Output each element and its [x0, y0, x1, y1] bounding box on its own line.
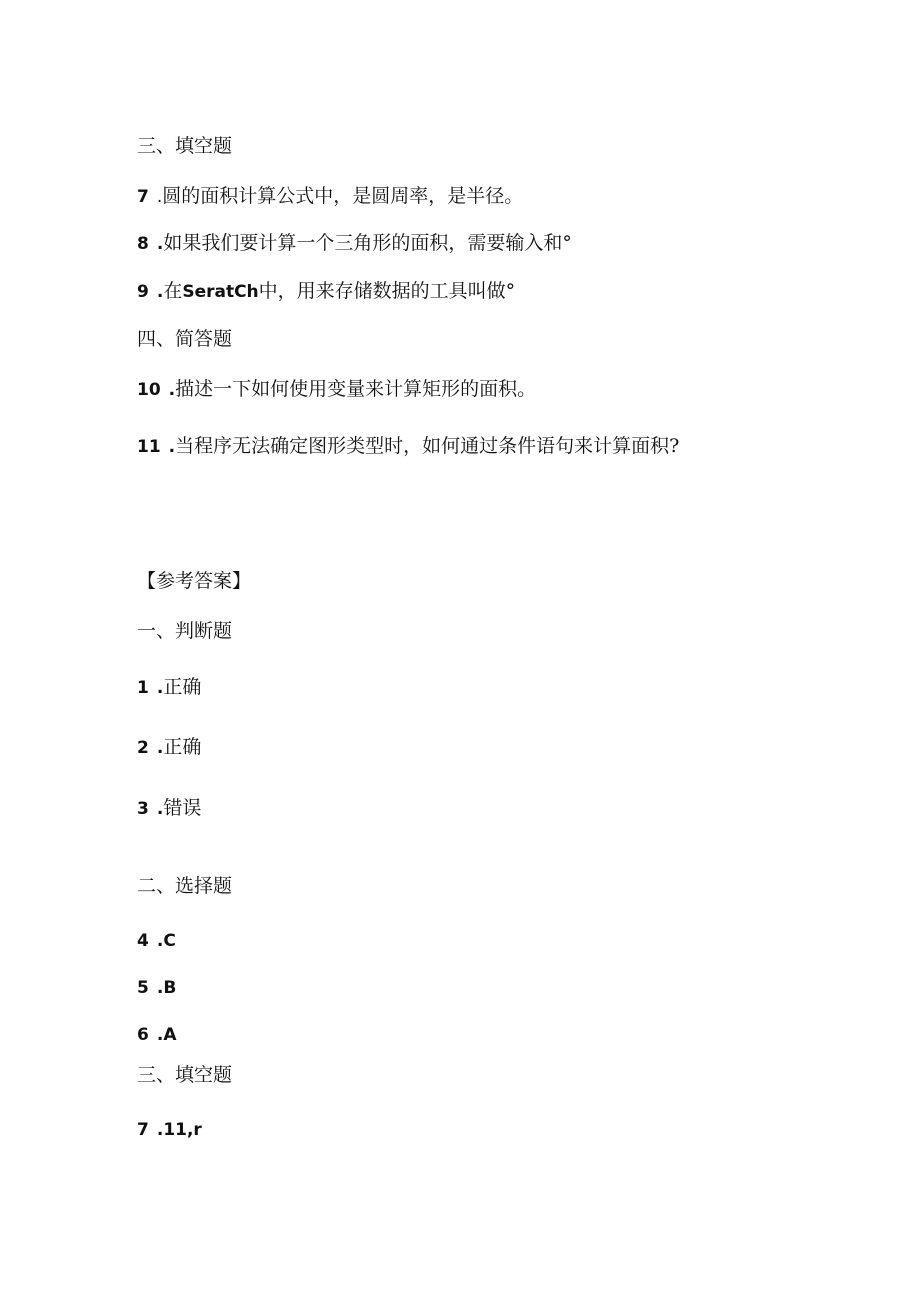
answer-key-heading: 【参考答案】	[137, 570, 252, 592]
answer-number: 7	[137, 1120, 149, 1140]
answer-1	[137, 675, 201, 700]
answer-4	[137, 928, 176, 953]
answer-6	[137, 1022, 176, 1047]
question-7	[137, 184, 523, 209]
question-dot: .	[156, 282, 164, 302]
question-dot: .	[168, 437, 176, 457]
question-number: 11	[137, 437, 161, 457]
answer-number: 1	[137, 678, 149, 698]
answer-number: 4	[137, 931, 149, 951]
question-number: 10	[137, 380, 161, 400]
answer-text: 11,r	[163, 1120, 202, 1140]
question-text-after: 中，用来存储数据的工具叫做°	[258, 280, 516, 302]
question-text: 当程序无法确定图形类型时，如何通过条件语句来计算面积?	[175, 435, 680, 457]
answer-dot: .	[156, 678, 164, 698]
question-text: 如果我们要计算一个三角形的面积，需要输入和°	[163, 232, 572, 254]
answer-dot: .	[156, 738, 164, 758]
answer-text: A	[163, 1025, 177, 1045]
answer-text: B	[163, 978, 177, 998]
answer-dot: .	[156, 931, 164, 951]
section-heading-short-answer: 四、简答题	[137, 328, 233, 350]
section-heading-fill-in: 三、填空题	[137, 135, 233, 157]
section-heading-fill-in-answers: 三、填空题	[137, 1064, 233, 1086]
question-text-before: 在	[163, 280, 183, 302]
question-number: 8	[137, 234, 149, 254]
question-number: 9	[137, 282, 149, 302]
question-dot: .	[156, 234, 164, 254]
answer-text: C	[163, 931, 176, 951]
answer-dot: .	[156, 978, 164, 998]
section-heading-multiple-choice: 二、选择题	[137, 875, 233, 897]
answer-number: 2	[137, 738, 149, 758]
answer-3	[137, 796, 201, 821]
answer-2	[137, 735, 201, 760]
question-8	[137, 231, 572, 256]
question-number: 7	[137, 187, 149, 207]
question-9	[137, 279, 515, 304]
question-11	[137, 434, 679, 459]
section-heading-true-false: 一、判断题	[137, 620, 233, 642]
question-dot: .	[168, 380, 176, 400]
answer-number: 6	[137, 1025, 149, 1045]
answer-7	[137, 1117, 202, 1142]
question-text: 描述一下如何使用变量来计算矩形的面积。	[175, 378, 537, 400]
answer-dot: .	[156, 1120, 164, 1140]
answer-5	[137, 975, 176, 1000]
answer-text: 正确	[163, 676, 202, 698]
question-text: 圆的面积计算公式中，是圆周率，是半径。	[162, 185, 524, 207]
answer-dot: .	[156, 1025, 164, 1045]
answer-number: 3	[137, 799, 149, 819]
answer-number: 5	[137, 978, 149, 998]
answer-text: 错误	[163, 797, 202, 819]
answer-text: 正确	[163, 736, 202, 758]
question-10	[137, 377, 536, 402]
answer-dot: .	[156, 799, 164, 819]
question-latin-term: SeratCh	[182, 282, 259, 302]
question-dot: .	[156, 187, 163, 207]
